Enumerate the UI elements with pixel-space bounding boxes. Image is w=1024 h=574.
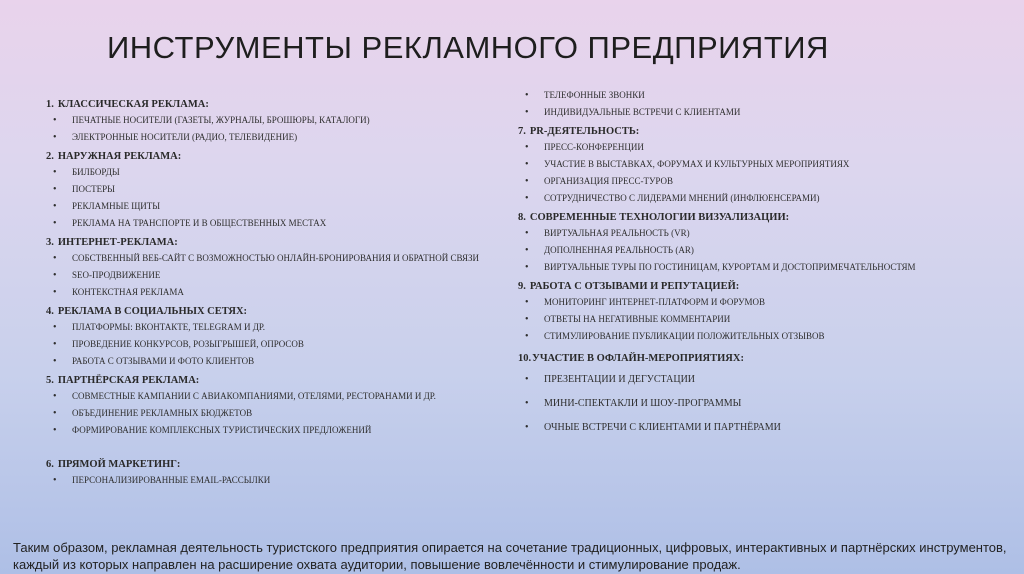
- section-title: [46, 236, 501, 250]
- slide-title: ИНСТРУМЕНТЫ РЕКЛАМНОГО ПРЕДПРИЯТИЯ: [107, 30, 829, 65]
- list-item: • ПЕРСОНАЛИЗИРОВАННЫЕ EMAIL-РАССЫЛКИ: [46, 475, 501, 486]
- list-item: • РЕКЛАМА НА ТРАНСПОРТЕ И В ОБЩЕСТВЕННЫХ МЕСТАХ: [46, 218, 501, 229]
- section-number: 7.: [518, 125, 526, 137]
- section-number: 3.: [46, 236, 54, 248]
- section-social-ads: [46, 305, 501, 368]
- section-number: 2.: [46, 150, 54, 162]
- list-item: • СОВМЕСТНЫЕ КАМПАНИИ С АВИАКОМПАНИЯМИ, ОТЕЛЯМИ, РЕСТОРАНАМИ И ДР.: [46, 391, 501, 402]
- item-list: [46, 167, 501, 230]
- section-reputation: [518, 280, 978, 343]
- list-item: • СТИМУЛИРОВАНИЕ ПУБЛИКАЦИИ ПОЛОЖИТЕЛЬНЫХ ОТЗЫВОВ: [518, 331, 978, 342]
- section-partner-ads: [46, 374, 501, 437]
- list-item: • ТЕЛЕФОННЫЕ ЗВОНКИ: [518, 90, 978, 101]
- list-item: • ОРГАНИЗАЦИЯ ПРЕСС-ТУРОВ: [518, 176, 978, 187]
- section-number: 5.: [46, 374, 54, 386]
- section-number: 9.: [518, 280, 526, 292]
- section-title: [518, 280, 978, 294]
- section-heading: УЧАСТИЕ В ОФЛАЙН-МЕРОПРИЯТИЯХ:: [532, 353, 744, 365]
- section-heading: НАРУЖНАЯ РЕКЛАМА:: [57, 150, 182, 162]
- section-number: 10.: [518, 353, 532, 365]
- list-item: • ОЧНЫЕ ВСТРЕЧИ С КЛИЕНТАМИ И ПАРТНЁРАМИ: [518, 422, 978, 433]
- section-title: [46, 458, 501, 472]
- list-item: • РАБОТА С ОТЗЫВАМИ И ФОТО КЛИЕНТОВ: [46, 356, 501, 367]
- item-list: [46, 115, 501, 143]
- item-list: [46, 253, 501, 299]
- section-number: 4.: [46, 305, 54, 317]
- section-heading: РАБОТА С ОТЗЫВАМИ И РЕПУТАЦИЕЙ:: [529, 280, 740, 292]
- list-item: • ФОРМИРОВАНИЕ КОМПЛЕКСНЫХ ТУРИСТИЧЕСКИХ ПРЕДЛОЖЕНИЙ: [46, 425, 501, 436]
- list-item: • ДОПОЛНЕННАЯ РЕАЛЬНОСТЬ (AR): [518, 245, 978, 256]
- list-item: • ИНДИВИДУАЛЬНЫЕ ВСТРЕЧИ С КЛИЕНТАМИ: [518, 107, 978, 118]
- item-list: [518, 228, 978, 274]
- section-outdoor-ads: [46, 150, 501, 230]
- list-item: • БИЛБОРДЫ: [46, 167, 501, 178]
- section-internet-ads: [46, 236, 501, 299]
- section-title: [518, 125, 978, 139]
- section-heading: КЛАССИЧЕСКАЯ РЕКЛАМА:: [57, 99, 209, 110]
- section-number: 6.: [46, 459, 54, 471]
- list-item: • РЕКЛАМНЫЕ ЩИТЫ: [46, 201, 501, 212]
- list-item: • ОТВЕТЫ НА НЕГАТИВНЫЕ КОММЕНТАРИИ: [518, 314, 978, 325]
- right-column: [518, 90, 978, 446]
- list-item: • ПРЕСС-КОНФЕРЕНЦИИ: [518, 142, 978, 153]
- section-number: 1.: [46, 99, 54, 110]
- list-item: • КОНТЕКСТНАЯ РЕКЛАМА: [46, 287, 501, 298]
- section-title: [518, 352, 978, 366]
- item-list: [518, 297, 978, 343]
- item-list: [518, 374, 978, 433]
- list-item: • ПЕЧАТНЫЕ НОСИТЕЛИ (ГАЗЕТЫ, ЖУРНАЛЫ, БРОШЮРЫ, КАТАЛОГИ): [46, 115, 501, 126]
- list-item: • СОТРУДНИЧЕСТВО С ЛИДЕРАМИ МНЕНИЙ (ИНФЛЮЕНСЕРАМИ): [518, 193, 978, 204]
- section-heading: ПРЯМОЙ МАРКЕТИНГ:: [57, 459, 181, 471]
- item-list-continued: [518, 90, 978, 118]
- item-list: [46, 475, 501, 486]
- section-direct-marketing: [46, 458, 501, 486]
- list-item: • ПОСТЕРЫ: [46, 184, 501, 195]
- section-number: 8.: [518, 211, 526, 223]
- list-item: • МОНИТОРИНГ ИНТЕРНЕТ-ПЛАТФОРМ И ФОРУМОВ: [518, 297, 978, 308]
- list-item: • ПЛАТФОРМЫ: ВКОНТАКТЕ, TELEGRAM И ДР.: [46, 322, 501, 333]
- list-item: • ЭЛЕКТРОННЫЕ НОСИТЕЛИ (РАДИО, ТЕЛЕВИДЕНИЕ): [46, 132, 501, 143]
- item-list: [518, 142, 978, 205]
- section-heading: РЕКЛАМА В СОЦИАЛЬНЫХ СЕТЯХ:: [57, 305, 248, 317]
- list-item: • ВИРТУАЛЬНАЯ РЕАЛЬНОСТЬ (VR): [518, 228, 978, 239]
- section-heading: СОВРЕМЕННЫЕ ТЕХНОЛОГИИ ВИЗУАЛИЗАЦИИ:: [529, 211, 790, 223]
- left-column: [46, 93, 501, 492]
- list-item: • МИНИ-СПЕКТАКЛИ И ШОУ-ПРОГРАММЫ: [518, 398, 978, 409]
- section-offline-events: [518, 352, 978, 433]
- item-list: [46, 391, 501, 437]
- section-title: [46, 150, 501, 164]
- section-title: [518, 211, 978, 225]
- section-heading: ПАРТНЁРСКАЯ РЕКЛАМА:: [57, 374, 200, 386]
- list-item: • SEO-ПРОДВИЖЕНИЕ: [46, 270, 501, 281]
- conclusion-text: Таким образом, рекламная деятельность туристского предприятия опирается на сочетание традиционных, цифровых, интерактивных и партнёрских инструментов, каждый из которых направлен на расширение охвата аудитории, повышение вовлечённости и стимулирование продаж.: [13, 540, 1007, 572]
- section-heading: PR-ДЕЯТЕЛЬНОСТЬ:: [529, 125, 640, 137]
- section-pr: [518, 125, 978, 205]
- list-item: • ОБЪЕДИНЕНИЕ РЕКЛАМНЫХ БЮДЖЕТОВ: [46, 408, 501, 419]
- section-heading: ИНТЕРНЕТ-РЕКЛАМА:: [57, 236, 178, 248]
- section-classic-ads: [46, 98, 501, 143]
- list-item: • ВИРТУАЛЬНЫЕ ТУРЫ ПО ГОСТИНИЦАМ, КУРОРТАМ И ДОСТОПРИМЕЧАТЕЛЬНОСТЯМ: [518, 262, 978, 273]
- item-list: [46, 322, 501, 368]
- section-visualization: [518, 211, 978, 274]
- list-item: • ПРОВЕДЕНИЕ КОНКУРСОВ, РОЗЫГРЫШЕЙ, ОПРОСОВ: [46, 339, 501, 350]
- list-item: • ПРЕЗЕНТАЦИИ И ДЕГУСТАЦИИ: [518, 374, 978, 385]
- list-item: • СОБСТВЕННЫЙ ВЕБ-САЙТ С ВОЗМОЖНОСТЬЮ ОНЛАЙН-БРОНИРОВАНИЯ И ОБРАТНОЙ СВЯЗИ: [46, 253, 501, 264]
- list-item: • УЧАСТИЕ В ВЫСТАВКАХ, ФОРУМАХ И КУЛЬТУРНЫХ МЕРОПРИЯТИЯХ: [518, 159, 978, 170]
- section-title: [46, 374, 501, 388]
- section-title: [46, 305, 501, 319]
- section-title: [46, 98, 501, 112]
